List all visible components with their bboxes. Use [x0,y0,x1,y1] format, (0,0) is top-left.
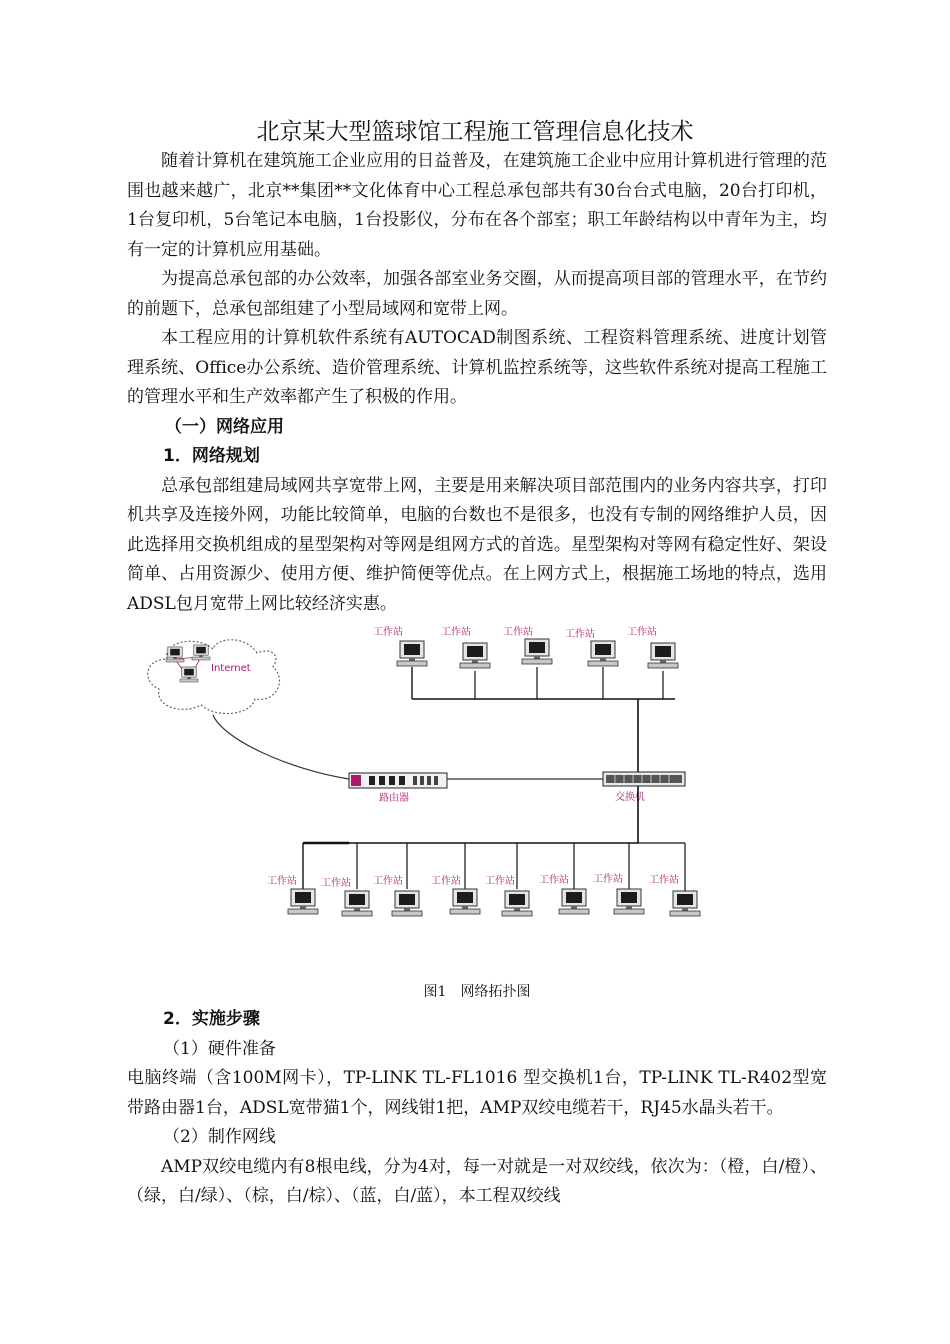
section-heading-network: （一）网络应用 [165,416,284,437]
figure-caption: 图1 网络拓扑图 [423,984,531,1000]
internet-cloud [148,640,280,714]
router-label: 路由器 [379,793,409,804]
workstation-label: 工作站 [503,627,533,638]
workstation-bottom-4 [431,874,480,914]
network-topology-diagram [127,619,827,969]
workstation-label: 工作站 [431,876,461,887]
workstation-bottom-7 [593,872,644,914]
subheading-network-plan: 1．网络规划 [163,446,260,466]
workstation-label: 工作站 [267,876,297,887]
workstation-top-2 [441,625,490,668]
workstation-label: 工作站 [373,876,403,887]
workstation-label: 工作站 [441,627,471,638]
workstation-label: 工作站 [565,629,595,640]
paragraph-software: 本工程应用的计算机软件系统有AUTOCAD制图系统、工程资料管理系统、进度计划管理系统、Office办公系统、造价管理系统、计算机监控系统等，这些软件系统对提高工程施工的管理水平和生产效率都产生了积极的作用。 [127,328,827,407]
workstation-label: 工作站 [539,875,569,886]
workstation-label: 工作站 [649,875,679,886]
workstation-bottom-8 [649,873,700,916]
workstation-bottom-5 [485,874,532,916]
router-device [349,773,447,804]
document-body [127,147,827,1212]
workstation-label: 工作站 [593,874,623,885]
paragraph-cable: AMP双绞电缆内有8根电线，分为4对，每一对就是一对双绞线，依次为：（橙，白/橙）、（绿，白/绿）、（棕，白/棕）、（蓝，白/蓝），本工程双绞线 [127,1156,827,1206]
document-title: 北京某大型篮球馆工程施工管理信息化技术 [256,119,694,145]
paragraph-purpose: 为提高总承包部的办公效率，加强各部室业务交圈，从而提高项目部的管理水平，在节约的前题下，总承包部组建了小型局域网和宽带上网。 [127,269,827,319]
workstation-bottom-6 [539,873,589,914]
step-hardware-heading: （1）硬件准备 [163,1038,276,1059]
internet-label: Internet [211,663,251,674]
workstation-bottom-3 [373,874,422,916]
switch-label: 交换机 [615,792,645,803]
workstation-label: 工作站 [321,878,351,889]
workstation-label: 工作站 [485,876,515,887]
workstation-bottom-2 [321,876,372,916]
network-topology-figure [127,619,827,979]
paragraph-hardware: 电脑终端（含100M网卡），TP-LINK TL-FL1016 型交换机1台，TP-LINK TL-R402型宽带路由器1台，ADSL宽带猫1个，网线钳1把，AMP双绞电缆若干，RJ45水晶头若干。 [127,1068,827,1118]
workstation-top-5 [627,625,678,668]
switch-device [603,772,685,803]
step-cable-heading: （2）制作网线 [163,1127,276,1147]
workstation-bottom-1 [267,874,318,914]
workstation-label: 工作站 [627,627,657,638]
workstation-top-4 [565,627,618,666]
paragraph-network-plan: 总承包部组建局域网共享宽带上网，主要是用来解决项目部范围内的业务内容共享，打印机共享及连接外网，功能比较简单，电脑的台数也不是很多，也没有专制的网络维护人员，因此选择用交换机组成的星型架构对等网是组网方式的首选。星型架构对等网有稳定性好、架设简单、占用资源少、使用方便、维护简便等优点。在上网方式上，根据施工场地的特点，选用ADSL包月宽带上网比较经济实惠。 [127,475,827,614]
workstation-top-3 [503,625,552,664]
workstation-top-1 [373,625,427,666]
paragraph-intro: 随着计算机在建筑施工企业应用的日益普及，在建筑施工企业中应用计算机进行管理的范围也越来越广，北京**集团**文化体育中心工程总承包部共有30台台式电脑，20台打印机，1台复印机，5台笔记本电脑，1台投影仪，分布在各个部室；职工年龄结构以中青年为主，均有一定的计算机应用基础。 [127,151,827,260]
workstation-label: 工作站 [373,627,403,638]
subheading-implementation: 2．实施步骤 [163,1009,260,1029]
